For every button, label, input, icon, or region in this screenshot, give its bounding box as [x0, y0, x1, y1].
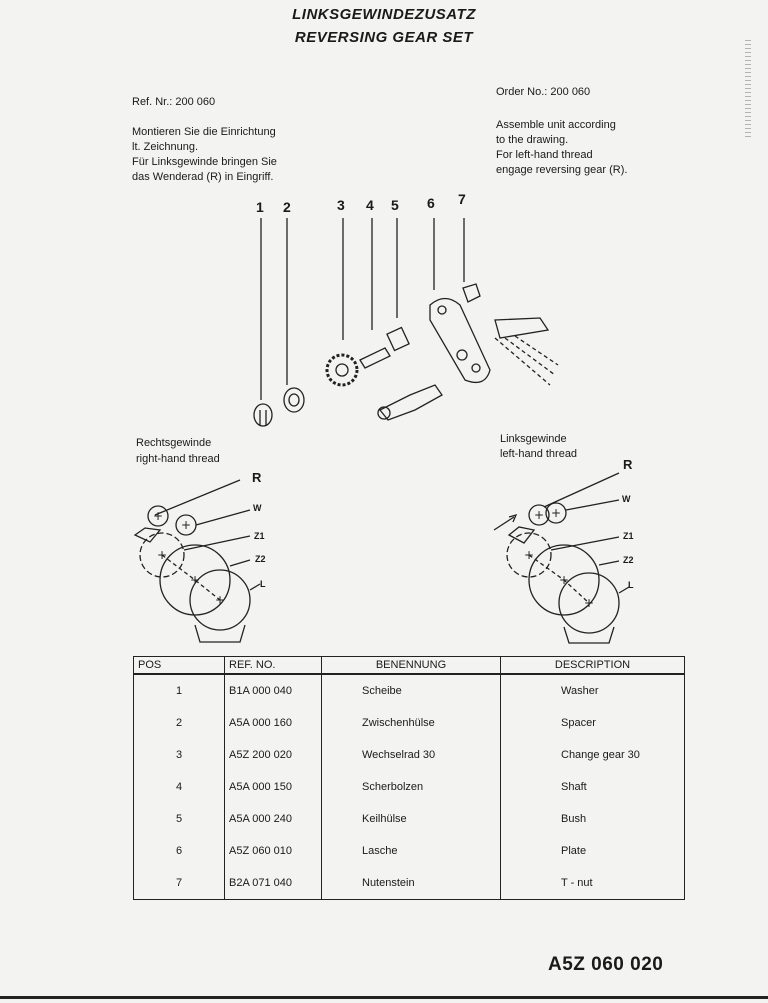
- instruction-line: Assemble unit according: [496, 119, 616, 131]
- plate-hole: [438, 306, 446, 314]
- instructions-english: [496, 118, 696, 178]
- shaft-part: [360, 348, 390, 368]
- right-hand-label-en: right-hand thread: [136, 453, 220, 465]
- label-z1: Z1: [254, 531, 265, 541]
- column-header-benennung: BENENNUNG: [322, 657, 501, 675]
- callout-3: 3: [337, 197, 345, 213]
- leader-line-z1: [184, 536, 250, 550]
- instruction-line: das Wenderad (R) in Eingriff.: [132, 171, 274, 183]
- leader-line-z2: [230, 560, 250, 566]
- label-w: W: [622, 494, 631, 504]
- table-row: [134, 835, 685, 867]
- plate-hole: [472, 364, 480, 372]
- instruction-line: Für Linksgewinde bringen Sie: [132, 156, 277, 168]
- bracket-shape: [135, 528, 160, 542]
- scan-artifact: [745, 40, 751, 140]
- cell-description: Shaft: [501, 771, 685, 803]
- exploded-view-drawing: [230, 210, 560, 440]
- cell-pos: 2: [134, 707, 225, 739]
- machine-hatching: [495, 336, 558, 385]
- bottom-rule: [0, 996, 768, 999]
- label-l: L: [628, 580, 634, 590]
- cell-pos: 4: [134, 771, 225, 803]
- cell-benennung: Wechselrad 30: [322, 739, 501, 771]
- label-l: L: [260, 579, 266, 589]
- cell-pos: 7: [134, 867, 225, 900]
- spacer-part: [284, 388, 304, 412]
- callout-5: 5: [391, 197, 399, 213]
- center-mark: +: [190, 573, 201, 587]
- change-gear-hub: [336, 364, 348, 376]
- left-hand-gear-diagram: [484, 455, 684, 645]
- cell-benennung: Scherbolzen: [322, 771, 501, 803]
- change-gear-part: [327, 355, 357, 385]
- spacer-bore: [289, 394, 299, 406]
- table-row: [134, 803, 685, 835]
- parts-table: [133, 656, 685, 900]
- cell-ref: B2A 071 040: [225, 867, 322, 900]
- table-row: [134, 674, 685, 707]
- label-r: R: [252, 470, 262, 485]
- washer-slot: [260, 410, 266, 425]
- center-mark: +: [153, 509, 164, 523]
- leader-line-r: [155, 480, 240, 515]
- leader-line-w: [196, 510, 250, 525]
- column-header-ref: REF. NO.: [225, 657, 322, 675]
- cell-pos: 6: [134, 835, 225, 867]
- plate-part: [430, 299, 490, 383]
- cell-description: T - nut: [501, 867, 685, 900]
- table-row: [134, 867, 685, 900]
- cell-ref: A5A 000 240: [225, 803, 322, 835]
- table-row: [134, 771, 685, 803]
- cell-description: Plate: [501, 835, 685, 867]
- instruction-line: to the drawing.: [496, 134, 569, 146]
- cell-benennung: Zwischenhülse: [322, 707, 501, 739]
- document-code: A5Z 060 020: [548, 954, 664, 975]
- left-hand-label-en: left-hand thread: [500, 448, 578, 460]
- cell-benennung: Nutenstein: [322, 867, 501, 900]
- label-z1: Z1: [623, 531, 634, 541]
- leader-line-w: [566, 500, 619, 510]
- cell-description: Change gear 30: [501, 739, 685, 771]
- plate-hole: [457, 350, 467, 360]
- center-mark: +: [534, 508, 545, 522]
- gear-base: [564, 627, 614, 643]
- cell-ref: A5A 000 160: [225, 707, 322, 739]
- table-row: [134, 707, 685, 739]
- left-hand-label-de: Linksgewinde: [500, 433, 567, 445]
- table-header-row: [134, 657, 685, 675]
- right-hand-label-de: Rechtsgewinde: [136, 437, 212, 449]
- column-header-description: DESCRIPTION: [501, 657, 685, 675]
- cell-benennung: Keilhülse: [322, 803, 501, 835]
- table-row: [134, 739, 685, 771]
- cell-description: Spacer: [501, 707, 685, 739]
- center-mark: +: [157, 548, 168, 562]
- label-z2: Z2: [255, 554, 266, 564]
- title-english: REVERSING GEAR SET: [294, 29, 474, 46]
- callout-2: 2: [283, 199, 291, 215]
- callout-6: 6: [427, 195, 435, 211]
- leader-line-z2: [599, 561, 619, 565]
- right-hand-gear-diagram: [120, 470, 320, 645]
- bush-part: [387, 327, 409, 350]
- column-header-pos: POS: [134, 657, 225, 675]
- washer-part: [254, 404, 272, 426]
- title-german: LINKSGEWINDEZUSATZ: [292, 6, 476, 23]
- leader-line-l: [250, 584, 260, 590]
- center-mark: +: [559, 573, 570, 587]
- center-mark: +: [584, 596, 595, 610]
- machine-bracket: [495, 318, 548, 338]
- cell-ref: B1A 000 040: [225, 674, 322, 707]
- cell-benennung: Lasche: [322, 835, 501, 867]
- order-number: Order No.: 200 060: [496, 86, 591, 98]
- bolt-head: [378, 407, 390, 419]
- instruction-line: Montieren Sie die Einrichtung: [132, 126, 276, 138]
- cell-ref: A5Z 060 010: [225, 835, 322, 867]
- instruction-line: For left-hand thread: [496, 149, 593, 161]
- cell-description: Bush: [501, 803, 685, 835]
- label-z2: Z2: [623, 555, 634, 565]
- center-mark: +: [524, 548, 535, 562]
- gear-base: [195, 625, 245, 642]
- callout-4: 4: [366, 197, 374, 213]
- t-nut-part: [463, 284, 480, 302]
- cell-ref: A5Z 200 020: [225, 739, 322, 771]
- center-mark: +: [181, 518, 192, 532]
- center-mark: +: [215, 593, 226, 607]
- instruction-line: lt. Zeichnung.: [132, 141, 199, 153]
- cell-benennung: Scheibe: [322, 674, 501, 707]
- rotation-arrow: [494, 517, 514, 530]
- label-r: R: [623, 457, 633, 472]
- instruction-line: engage reversing gear (R).: [496, 164, 628, 176]
- callout-7: 7: [458, 191, 466, 207]
- label-w: W: [253, 503, 262, 513]
- callout-1: 1: [256, 199, 264, 215]
- instructions-german: [132, 125, 332, 185]
- cell-ref: A5A 000 150: [225, 771, 322, 803]
- ref-number: Ref. Nr.: 200 060: [132, 96, 216, 108]
- center-mark: +: [551, 506, 562, 520]
- cell-pos: 1: [134, 674, 225, 707]
- leader-line-z1: [551, 537, 619, 550]
- cell-description: Washer: [501, 674, 685, 707]
- cell-pos: 5: [134, 803, 225, 835]
- cell-pos: 3: [134, 739, 225, 771]
